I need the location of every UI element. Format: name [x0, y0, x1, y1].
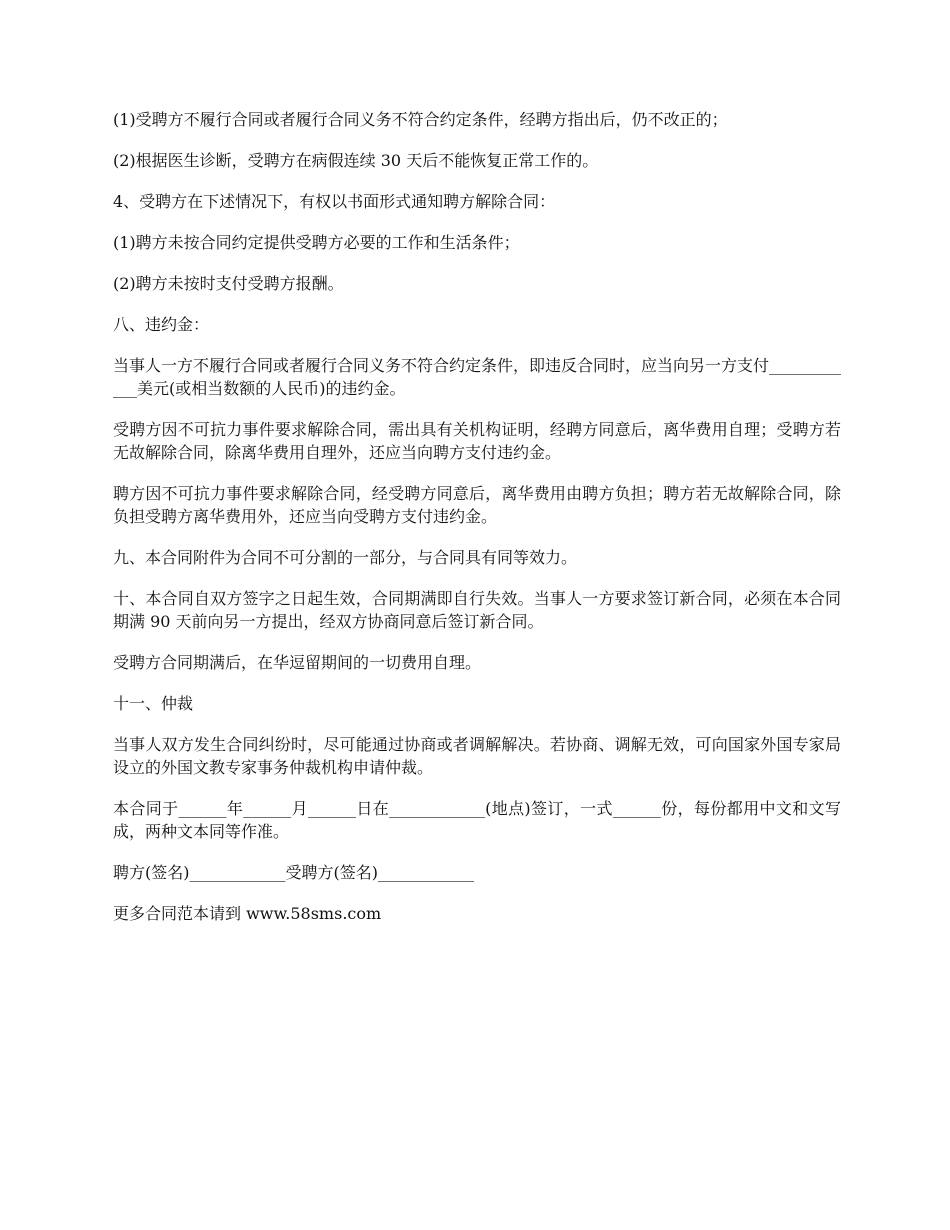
section-8-heading: 八、违约金：	[113, 315, 210, 334]
signing-details: 本合同于______年______月______日在____________(地点)签订，一式______份，每份都用中文和文写成，两种文本同等作准。	[113, 799, 841, 841]
footer-link-text: 更多合同范本请到 www.58sms.com	[113, 904, 382, 923]
section-9: 九、本合同附件为合同不可分割的一部分，与合同具有同等效力。	[113, 548, 578, 567]
signature-line: 聘方(签名)____________受聘方(签名)____________	[113, 863, 474, 882]
section-11-para: 当事人双方发生合同纠纷时，尽可能通过协商或者调解解决。若协商、调解无效，可向国家外国专家局设立的外国文教专家事务仲裁机构申请仲裁。	[113, 735, 841, 777]
section-10: 十、本合同自双方签字之日起生效，合同期满即自行失效。当事人一方要求签订新合同，必须在本合同期满 90 天前向另一方提出，经双方协商同意后签订新合同。	[113, 589, 841, 631]
clause-7-3-item-1: (1)受聘方不履行合同或者履行合同义务不符合约定条件，经聘方指出后，仍不改正的；	[113, 110, 728, 129]
clause-7-4-item-2: (2)聘方未按时支付受聘方报酬。	[113, 274, 344, 293]
section-11-heading: 十一、仲裁	[113, 694, 194, 713]
clause-7-3-item-2: (2)根据医生诊断，受聘方在病假连续 30 天后不能恢复正常工作的。	[113, 151, 599, 170]
section-8-para-3: 聘方因不可抗力事件要求解除合同，经受聘方同意后，离华费用由聘方负担；聘方若无故解除合同，除负担受聘方离华费用外，还应当向受聘方支付违约金。	[113, 484, 841, 526]
section-10-para-2: 受聘方合同期满后，在华逗留期间的一切费用自理。	[113, 653, 482, 672]
document-body	[113, 108, 841, 943]
section-8-para-2: 受聘方因不可抗力事件要求解除合同，需出具有关机构证明，经聘方同意后，离华费用自理；受聘方若无故解除合同，除离华费用自理外，还应当向聘方支付违约金。	[113, 420, 841, 462]
clause-7-4-heading: 4、受聘方在下述情况下，有权以书面形式通知聘方解除合同：	[113, 192, 556, 211]
section-8-para-1: 当事人一方不履行合同或者履行合同义务不符合约定条件，即违反合同时，应当向另一方支付____________美元(或相当数额的人民币)的违约金。	[113, 356, 842, 398]
clause-7-4-item-1: (1)聘方未按合同约定提供受聘方必要的工作和生活条件；	[113, 233, 520, 252]
